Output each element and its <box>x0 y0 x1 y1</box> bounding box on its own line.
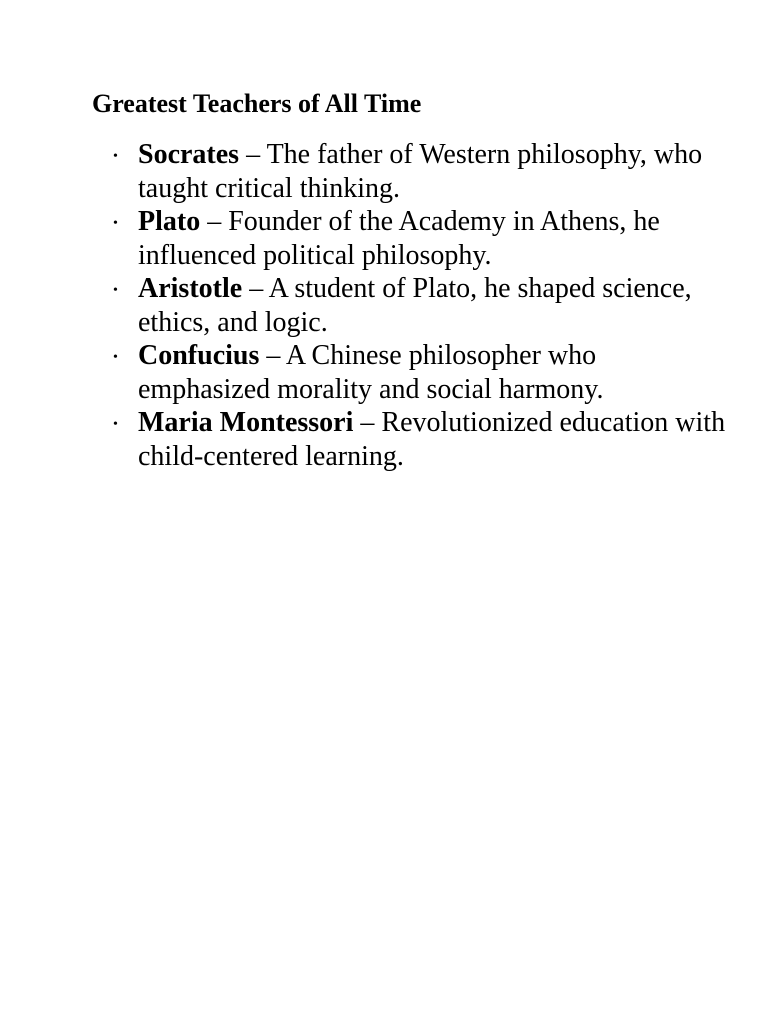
separator-dash: – <box>239 139 267 170</box>
teacher-description: The father of Western philosophy, who taught critical thinking. <box>138 139 703 204</box>
separator-dash: – <box>242 273 269 304</box>
bullet-icon: • <box>113 149 118 164</box>
list-item-socrates <box>113 138 728 205</box>
separator-dash: – <box>200 206 229 237</box>
separator-dash: – <box>259 340 286 371</box>
list-item-maria-montessori <box>113 406 728 473</box>
bullet-icon: • <box>113 283 118 298</box>
teacher-name: Maria Montessori <box>138 407 354 438</box>
bullet-icon: • <box>113 350 118 365</box>
teacher-name: Confucius <box>138 340 260 371</box>
list-item-aristotle <box>113 272 728 339</box>
teacher-list <box>113 138 728 473</box>
list-item-confucius <box>113 339 728 406</box>
bullet-icon: • <box>113 216 118 231</box>
teacher-description: Revolutionized education with child-centered learning. <box>138 407 726 472</box>
teacher-name: Socrates <box>138 139 240 170</box>
bullet-icon: • <box>113 417 118 432</box>
teacher-description: Founder of the Academy in Athens, he influenced political philosophy. <box>138 206 660 271</box>
teacher-description: A student of Plato, he shaped science, ethics, and logic. <box>138 273 692 338</box>
document-title: Greatest Teachers of All Time <box>92 89 422 118</box>
teacher-description: A Chinese philosopher who emphasized morality and social harmony. <box>138 340 604 405</box>
separator-dash: – <box>353 407 382 438</box>
teacher-name: Aristotle <box>138 273 243 304</box>
teacher-name: Plato <box>138 206 201 237</box>
list-item-plato <box>113 205 728 272</box>
